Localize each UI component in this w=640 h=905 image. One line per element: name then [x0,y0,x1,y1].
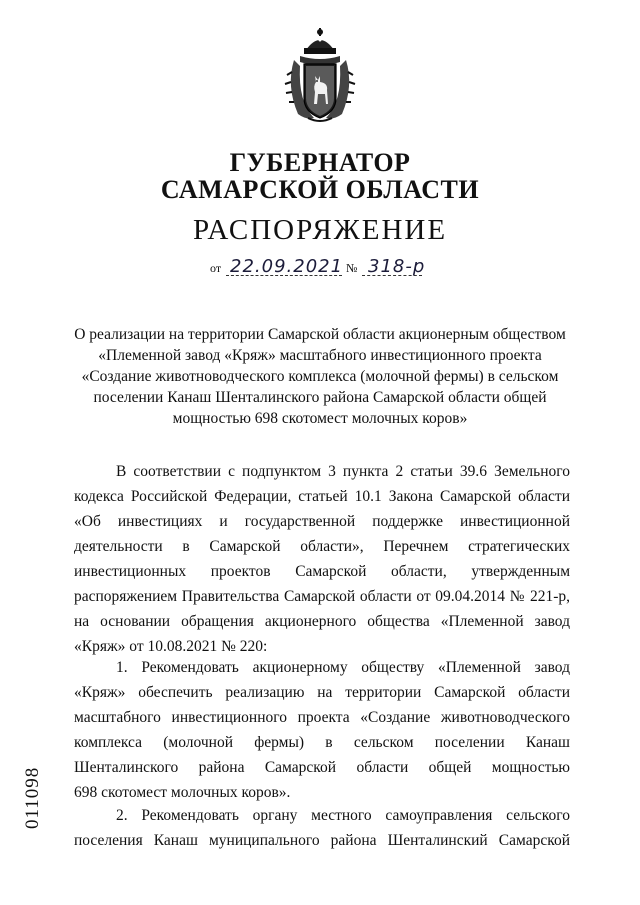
paragraph-line: деятельности в Самарской области», Перечнем стратегических [74,538,570,555]
paragraph-line: масштабного инвестиционного проекта «Создание животноводческого [74,709,570,726]
paragraph-line: 698 скотомест молочных коров». [74,784,291,801]
authority-title-line2: САМАРСКОЙ ОБЛАСТИ [160,175,480,204]
date-label: от [210,261,222,275]
number-value: 318-р [368,256,426,277]
subject-line: «Племенной завод «Кряж» масштабного инвестиционного проекта [98,347,542,364]
item-2-paragraph [74,803,570,853]
paragraph-line: комплекса (молочной фермы) в сельском поселении Канаш [74,734,570,751]
paragraph-line: Шенталинского района Самарской области общей мощностью [74,759,570,776]
samara-coat-of-arms-icon [284,26,356,124]
subject-line: О реализации на территории Самарской области акционерным обществом [74,326,566,343]
authority-title-line1: ГУБЕРНАТОР [229,148,411,177]
paragraph-line: В соответствии с подпунктом 3 пункта 2 статьи 39.6 Земельного [116,463,570,480]
subject-line: «Создание животноводческого комплекса (молочной фермы) в сельском [81,368,559,385]
paragraph-line: 1. Рекомендовать акционерному обществу «Племенной завод [116,659,570,676]
item-1-paragraph [74,655,570,805]
paragraph-line: «Кряж» обеспечить реализацию на территории Самарской области [74,684,570,701]
paragraph-line: распоряжением Правительства Самарской области от 09.04.2014 № 221-р, [74,588,570,605]
document-subject [70,324,570,429]
subject-line: поселении Канаш Шенталинского района Самарской области общей [93,389,547,406]
registration-line [210,258,450,282]
preamble-paragraph [74,459,570,659]
paragraph-line: «Об инвестициях и государственной поддержке инвестиционной [74,513,570,530]
number-label: № [346,261,358,275]
paragraph-line: 2. Рекомендовать органу местного самоуправления сельского [116,807,570,824]
paragraph-line: кодекса Российской Федерации, статьей 10.1 Закона Самарской области [74,488,570,505]
paragraph-line: на основании обращения акционерного общества «Племенной завод [74,613,570,630]
paragraph-line: «Кряж» от 10.08.2021 № 220: [74,638,268,655]
paragraph-line: поселения Канаш муниципального района Шенталинский Самарской [74,832,570,849]
subject-line: мощностью 698 скотомест молочных коров» [172,410,468,427]
document-type-title: РАСПОРЯЖЕНИЕ [192,214,448,246]
paragraph-line: инвестиционных проектов Самарской области, утвержденным [74,563,570,580]
side-serial-number: 011098 [22,766,43,829]
date-value: 22.09.2021 [230,256,344,277]
